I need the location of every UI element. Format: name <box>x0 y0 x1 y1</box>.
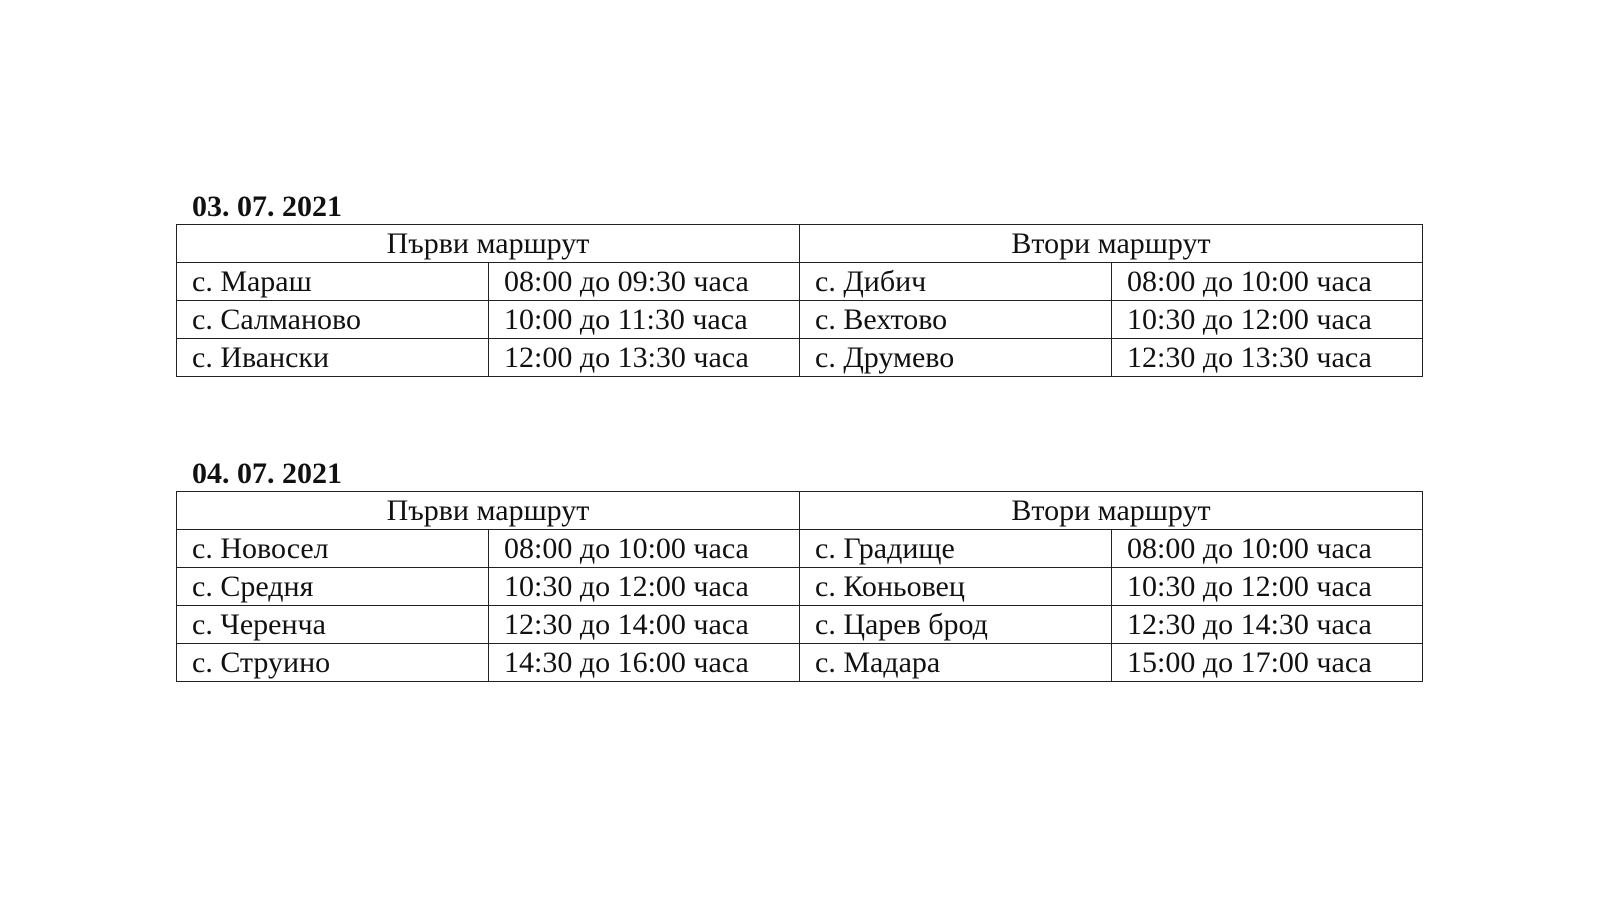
table-row <box>177 263 1423 301</box>
village-cell: с. Градище <box>800 530 1112 568</box>
table-header-row <box>177 225 1423 263</box>
village-cell: с. Черенча <box>177 606 489 644</box>
table-row <box>177 644 1423 682</box>
time-cell: 12:30 до 14:00 часа <box>489 606 800 644</box>
date-heading: 04. 07. 2021 <box>192 457 342 490</box>
village-cell: с. Друмево <box>800 339 1112 377</box>
table-row <box>177 339 1423 377</box>
village-cell: с. Дибич <box>800 263 1112 301</box>
village-cell: с. Царев брод <box>800 606 1112 644</box>
table-row <box>177 568 1423 606</box>
time-cell: 10:30 до 12:00 часа <box>1112 568 1423 606</box>
time-cell: 08:00 до 10:00 часа <box>1112 263 1423 301</box>
schedule-table <box>176 491 1423 682</box>
village-cell: с. Новосел <box>177 530 489 568</box>
time-cell: 12:30 до 14:30 часа <box>1112 606 1423 644</box>
route-1-header: Първи маршрут <box>177 492 800 530</box>
schedule-table <box>176 224 1423 377</box>
village-cell: с. Мадара <box>800 644 1112 682</box>
time-cell: 10:30 до 12:00 часа <box>1112 301 1423 339</box>
route-1-header: Първи маршрут <box>177 225 800 263</box>
village-cell: с. Мараш <box>177 263 489 301</box>
village-cell: с. Ивански <box>177 339 489 377</box>
table-row <box>177 606 1423 644</box>
time-cell: 08:00 до 10:00 часа <box>489 530 800 568</box>
time-cell: 14:30 до 16:00 часа <box>489 644 800 682</box>
village-cell: с. Коньовец <box>800 568 1112 606</box>
table-row <box>177 530 1423 568</box>
date-heading: 03. 07. 2021 <box>192 190 342 223</box>
schedule-section-1 <box>176 190 1423 377</box>
route-2-header: Втори маршрут <box>800 225 1423 263</box>
village-cell: с. Салманово <box>177 301 489 339</box>
village-cell: с. Средня <box>177 568 489 606</box>
time-cell: 10:00 до 11:30 часа <box>489 301 800 339</box>
time-cell: 10:30 до 12:00 часа <box>489 568 800 606</box>
table-header-row <box>177 492 1423 530</box>
village-cell: с. Струино <box>177 644 489 682</box>
time-cell: 08:00 до 10:00 часа <box>1112 530 1423 568</box>
village-cell: с. Вехтово <box>800 301 1112 339</box>
time-cell: 15:00 до 17:00 часа <box>1112 644 1423 682</box>
time-cell: 08:00 до 09:30 часа <box>489 263 800 301</box>
time-cell: 12:00 до 13:30 часа <box>489 339 800 377</box>
route-2-header: Втори маршрут <box>800 492 1423 530</box>
table-row <box>177 301 1423 339</box>
schedule-section-2 <box>176 457 1423 682</box>
time-cell: 12:30 до 13:30 часа <box>1112 339 1423 377</box>
